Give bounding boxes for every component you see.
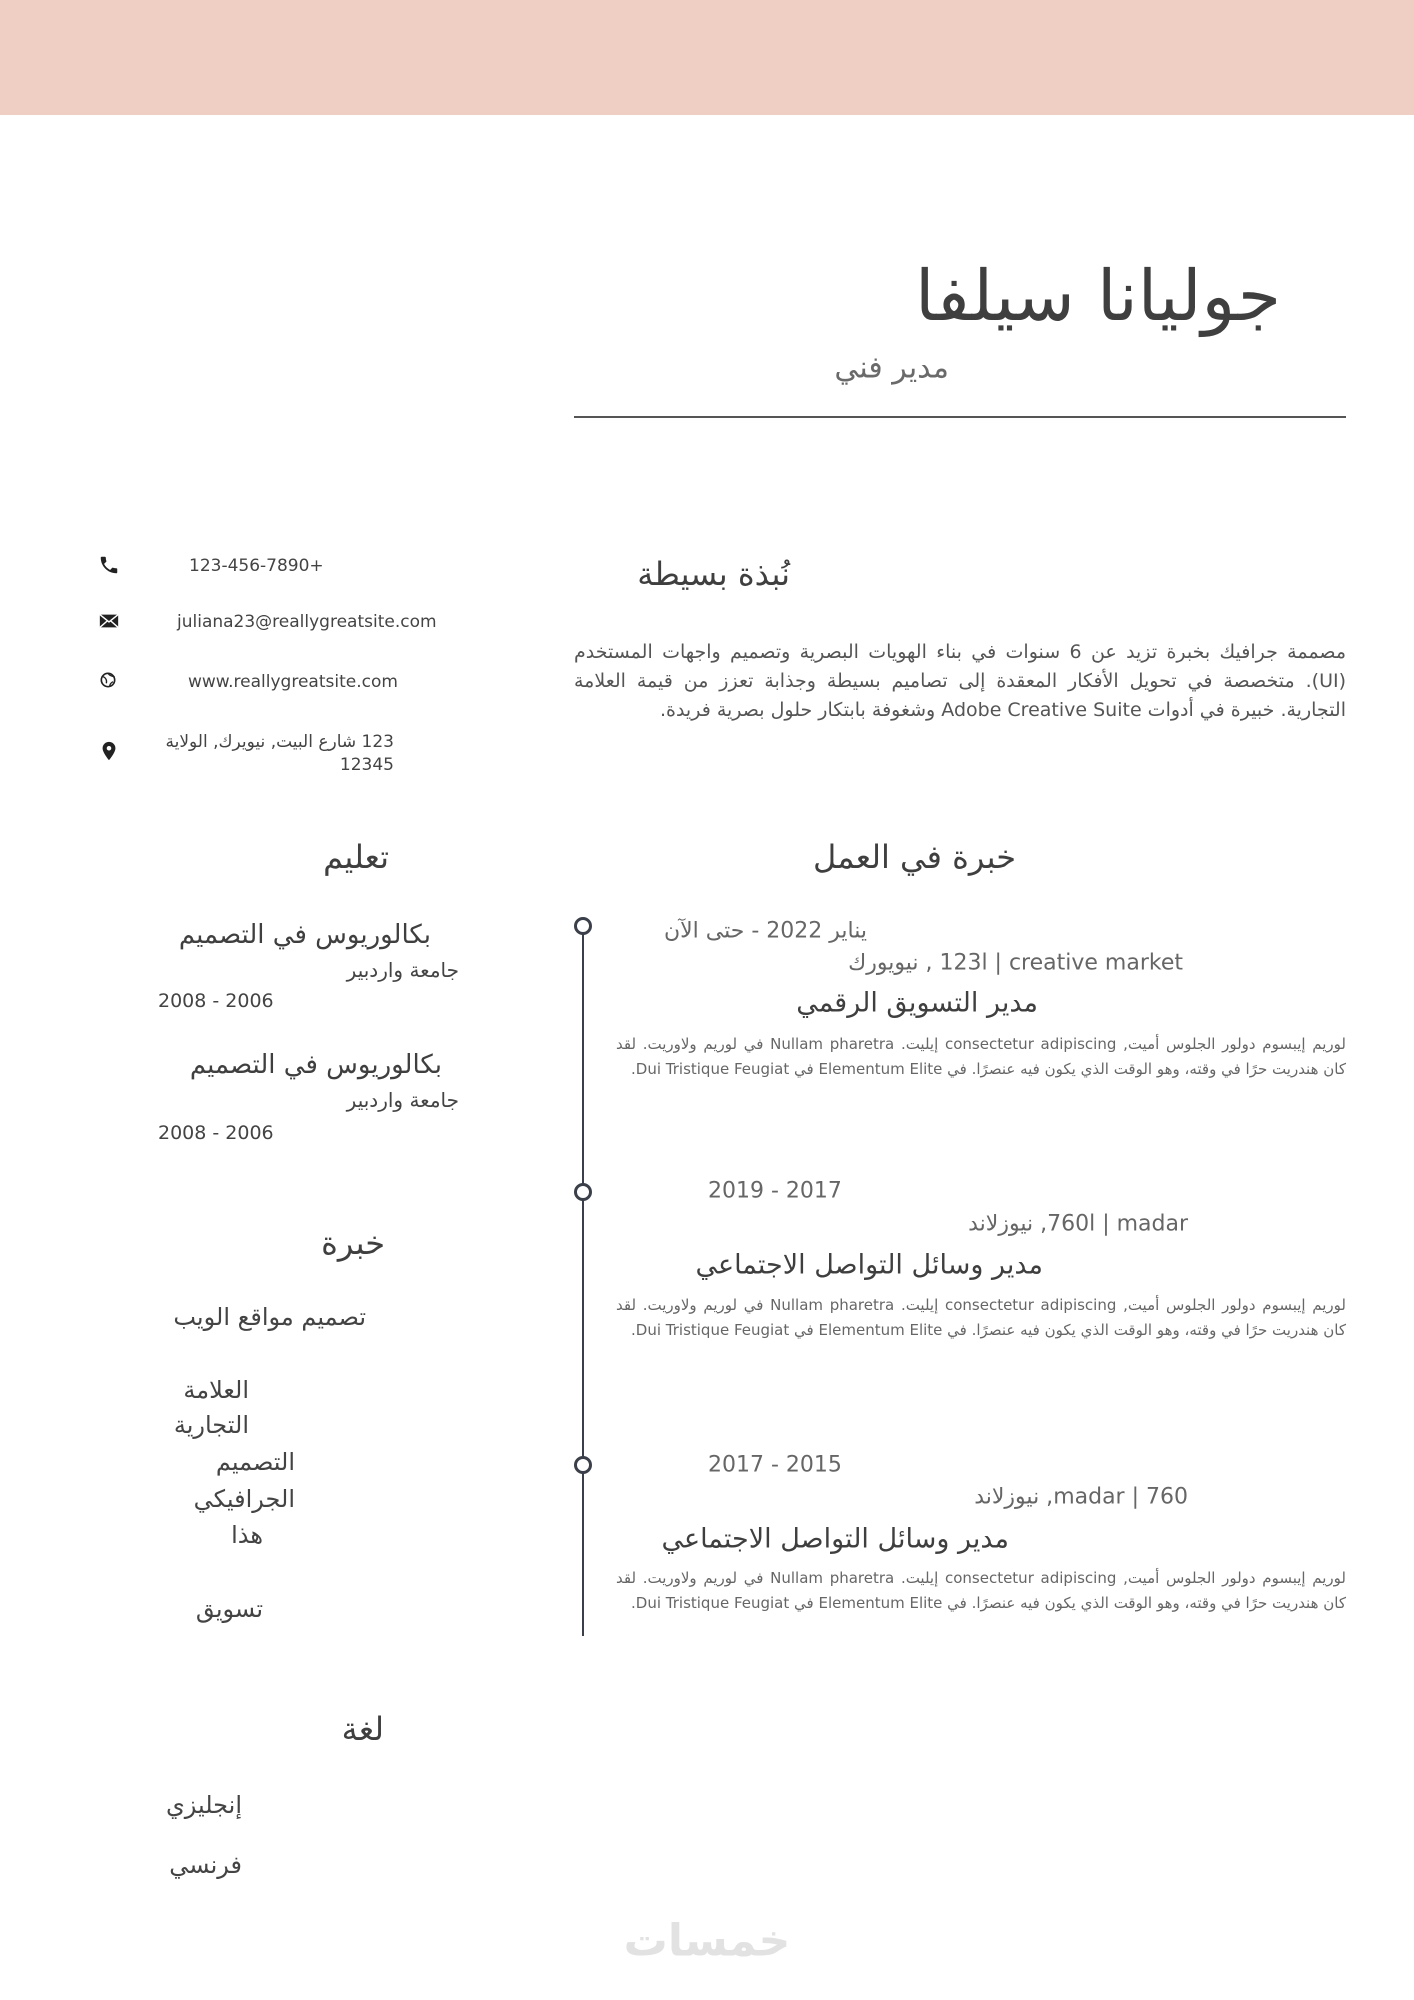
education-years: 2008 - 2006 <box>158 990 274 1012</box>
experience-heading: خبرة في العمل <box>813 838 1016 876</box>
job-description: لوريم إيبسوم دولور الجلوس أميت, consectetur adipiscing إيليت. Nullam pharetra في لوريم ولاوريت. لقد كان هندريت حرًا في وقته، وهو الوقت الذي يكون فيه عنصرًا. في Elementum Elite في Dui Tristique Feugiat. <box>616 1296 1346 1339</box>
job-description: لوريم إيبسوم دولور الجلوس أميت, consectetur adipiscing إيليت. Nullam pharetra في لوريم ولاوريت. لقد كان هندريت حرًا في وقته، وهو الوقت الذي يكون فيه عنصرًا. في Elementum Elite في Dui Tristique Feugiat. <box>616 1569 1346 1612</box>
language-item: إنجليزي <box>165 1791 242 1819</box>
person-role: مدير فني <box>834 350 949 386</box>
job-date: 2017 - 2015 <box>708 1452 842 1478</box>
contact-email[interactable]: juliana23@reallygreatsite.com <box>177 612 437 632</box>
job-company: 760 | madar, نيوزلاند <box>974 1484 1188 1510</box>
skill-item: العلامة <box>183 1376 249 1404</box>
skill-item: التجارية <box>173 1411 249 1439</box>
education-years: 2008 - 2006 <box>158 1122 274 1144</box>
languages-heading: لغة <box>341 1710 384 1748</box>
skill-item: تصميم مواقع الويب <box>173 1303 366 1331</box>
contact-phone: 123-456-7890+ <box>189 556 324 576</box>
job-title: مدير وسائل التواصل الاجتماعي <box>695 1249 1043 1281</box>
phone-icon <box>98 554 122 578</box>
education-degree: بكالوريوس في التصميم <box>178 920 431 950</box>
person-name: جوليانا سيلفا <box>915 255 1281 337</box>
watermark-logo: خمسات <box>623 1915 791 1967</box>
language-item: فرنسي <box>169 1851 242 1879</box>
job-date: 2019 - 2017 <box>708 1178 842 1204</box>
education-school: جامعة واردبير <box>346 1088 459 1112</box>
header-band <box>0 0 1414 115</box>
timeline-dot <box>574 1456 592 1474</box>
summary-text: مصممة جرافيك بخبرة تزيد عن 6 سنوات في بناء الهويات البصرية وتصميم واجهات المستخدم (UI). متخصصة في تحويل الأفكار المعقدة إلى تصاميم بسيطة وجذابة تعزز من قيمة العلامة التجارية. خبيرة في أدوات Adobe Creative Suite وشغوفة بابتكار حلول بصرية فريدة. <box>574 641 1346 721</box>
job-date: يناير 2022 - حتى الآن <box>663 918 867 944</box>
location-pin-icon <box>98 740 122 764</box>
timeline-line <box>582 926 584 1636</box>
skill-item: الجرافيكي <box>193 1485 295 1513</box>
contact-address-line2: 12345 <box>339 755 394 775</box>
summary-heading: نُبذة بسيطة <box>637 555 790 593</box>
contact-address-line1: 123 شارع البيت, نيويرك, الولاية <box>165 732 394 752</box>
job-company: 123l | creative market , نيويورك <box>848 950 1183 976</box>
skill-item: هذا <box>231 1521 263 1549</box>
globe-icon <box>98 670 122 694</box>
skill-item: التصميم <box>215 1448 295 1476</box>
education-school: جامعة واردبير <box>346 958 459 982</box>
job-description: لوريم إيبسوم دولور الجلوس أميت, consectetur adipiscing إيليت. Nullam pharetra في لوريم ولاوريت. لقد كان هندريت حرًا في وقته، وهو الوقت الذي يكون فيه عنصرًا. في Elementum Elite في Dui Tristique Feugiat. <box>616 1035 1346 1078</box>
email-icon <box>98 610 122 634</box>
job-title: مدير وسائل التواصل الاجتماعي <box>661 1523 1009 1555</box>
timeline-dot <box>574 917 592 935</box>
header-divider <box>574 416 1346 418</box>
education-heading: تعليم <box>323 838 389 876</box>
skills-heading: خبرة <box>321 1224 385 1262</box>
contact-website[interactable]: www.reallygreatsite.com <box>188 672 398 692</box>
job-company: 760l | madar, نيوزلاند <box>968 1211 1188 1237</box>
skill-item: تسويق <box>195 1595 263 1623</box>
education-degree: بكالوريوس في التصميم <box>189 1050 442 1080</box>
timeline-dot <box>574 1183 592 1201</box>
job-title: مدير التسويق الرقمي <box>796 987 1038 1019</box>
